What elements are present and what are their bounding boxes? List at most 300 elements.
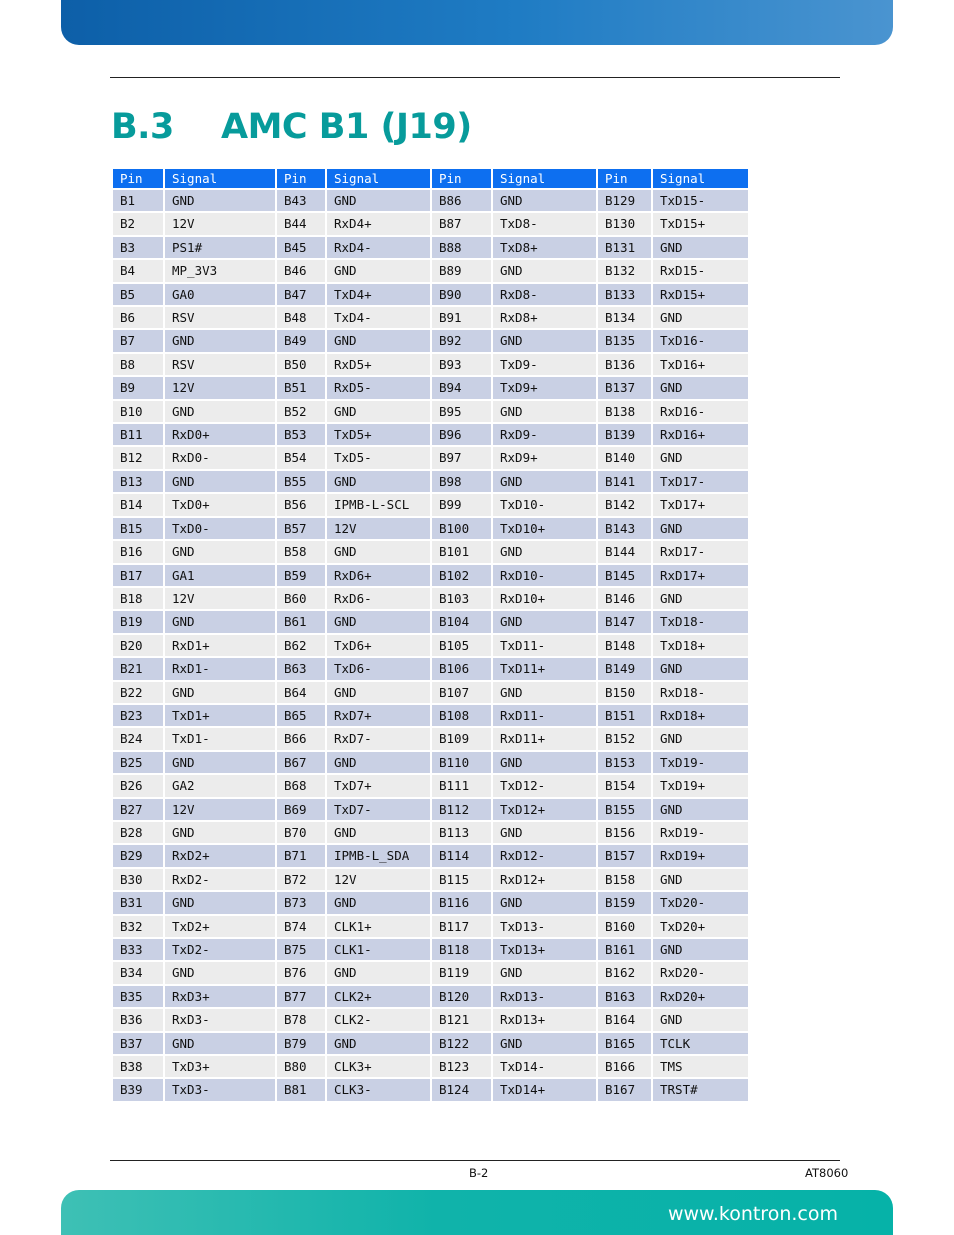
signal-cell: CLK3+ <box>327 1056 432 1079</box>
signal-cell: GND <box>165 471 277 494</box>
pin-cell: B73 <box>277 892 327 915</box>
signal-cell: GND <box>165 190 277 213</box>
signal-cell: RxD2+ <box>165 845 277 868</box>
signal-cell: GND <box>493 541 598 564</box>
pin-cell: B142 <box>598 494 653 517</box>
pin-cell: B88 <box>432 237 493 260</box>
signal-cell: TxD7+ <box>327 775 432 798</box>
table-row <box>113 658 750 681</box>
signal-cell: GND <box>165 962 277 985</box>
pin-cell: B93 <box>432 354 493 377</box>
pin-cell: B56 <box>277 494 327 517</box>
pin-cell: B13 <box>113 471 165 494</box>
pin-cell: B136 <box>598 354 653 377</box>
section-title: AMC B1 (J19) <box>221 107 472 147</box>
signal-cell: TxD12+ <box>493 799 598 822</box>
table-row <box>113 424 750 447</box>
pin-cell: B123 <box>432 1056 493 1079</box>
signal-cell: GND <box>165 541 277 564</box>
signal-cell: TxD6- <box>327 658 432 681</box>
signal-cell: TxD1- <box>165 728 277 751</box>
pin-cell: B137 <box>598 377 653 400</box>
pin-cell: B75 <box>277 939 327 962</box>
pin-cell: B160 <box>598 916 653 939</box>
pin-cell: B100 <box>432 518 493 541</box>
signal-cell: GND <box>653 939 750 962</box>
signal-cell: GND <box>327 260 432 283</box>
signal-cell: TxD12- <box>493 775 598 798</box>
signal-cell: TxD5- <box>327 447 432 470</box>
pin-cell: B101 <box>432 541 493 564</box>
signal-cell: MP_3V3 <box>165 260 277 283</box>
signal-cell: GND <box>327 541 432 564</box>
signal-cell: RxD20+ <box>653 986 750 1009</box>
pin-cell: B31 <box>113 892 165 915</box>
signal-cell: GND <box>327 190 432 213</box>
pin-cell: B111 <box>432 775 493 798</box>
table-row <box>113 728 750 751</box>
table-row <box>113 986 750 1009</box>
signal-cell: GND <box>653 377 750 400</box>
column-header-pin: Pin <box>113 169 165 190</box>
pin-cell: B143 <box>598 518 653 541</box>
signal-cell: RxD18- <box>653 682 750 705</box>
pin-cell: B35 <box>113 986 165 1009</box>
signal-cell: TxD20- <box>653 892 750 915</box>
signal-cell: RxD4+ <box>327 213 432 236</box>
pin-cell: B19 <box>113 611 165 634</box>
signal-cell: TxD1+ <box>165 705 277 728</box>
signal-cell: RxD13+ <box>493 1009 598 1032</box>
pin-cell: B78 <box>277 1009 327 1032</box>
signal-cell: RxD15- <box>653 260 750 283</box>
pin-cell: B15 <box>113 518 165 541</box>
pin-cell: B135 <box>598 330 653 353</box>
pin-cell: B54 <box>277 447 327 470</box>
pin-cell: B72 <box>277 869 327 892</box>
table-row <box>113 401 750 424</box>
signal-cell: RxD19+ <box>653 845 750 868</box>
pin-cell: B144 <box>598 541 653 564</box>
signal-cell: TxD13- <box>493 916 598 939</box>
pin-cell: B95 <box>432 401 493 424</box>
signal-cell: GND <box>165 611 277 634</box>
pin-cell: B30 <box>113 869 165 892</box>
signal-cell: IPMB-L_SDA <box>327 845 432 868</box>
signal-cell: GND <box>653 518 750 541</box>
pin-cell: B110 <box>432 752 493 775</box>
signal-cell: GND <box>327 330 432 353</box>
pin-cell: B134 <box>598 307 653 330</box>
pin-cell: B164 <box>598 1009 653 1032</box>
pin-cell: B46 <box>277 260 327 283</box>
signal-cell: TxD4- <box>327 307 432 330</box>
pin-cell: B109 <box>432 728 493 751</box>
pin-cell: B163 <box>598 986 653 1009</box>
table-row <box>113 705 750 728</box>
pin-cell: B119 <box>432 962 493 985</box>
signal-cell: RxD7+ <box>327 705 432 728</box>
pin-cell: B167 <box>598 1079 653 1102</box>
signal-cell: RxD17+ <box>653 565 750 588</box>
pin-cell: B37 <box>113 1033 165 1056</box>
pin-cell: B50 <box>277 354 327 377</box>
column-header-pin: Pin <box>277 169 327 190</box>
pin-cell: B112 <box>432 799 493 822</box>
pin-cell: B139 <box>598 424 653 447</box>
column-header-signal: Signal <box>493 169 598 190</box>
pin-cell: B69 <box>277 799 327 822</box>
pin-cell: B154 <box>598 775 653 798</box>
pin-cell: B5 <box>113 284 165 307</box>
pin-cell: B80 <box>277 1056 327 1079</box>
signal-cell: GND <box>493 260 598 283</box>
signal-cell: TxD8- <box>493 213 598 236</box>
signal-cell: RxD16+ <box>653 424 750 447</box>
table-row <box>113 260 750 283</box>
pin-cell: B120 <box>432 986 493 1009</box>
signal-cell: RxD10- <box>493 565 598 588</box>
pin-cell: B141 <box>598 471 653 494</box>
pin-cell: B153 <box>598 752 653 775</box>
signal-cell: RxD17- <box>653 541 750 564</box>
pin-cell: B104 <box>432 611 493 634</box>
pin-cell: B36 <box>113 1009 165 1032</box>
pin-cell: B133 <box>598 284 653 307</box>
signal-cell: TxD11- <box>493 635 598 658</box>
signal-cell: TxD10- <box>493 494 598 517</box>
signal-cell: GND <box>327 962 432 985</box>
signal-cell: TxD9+ <box>493 377 598 400</box>
table-row <box>113 377 750 400</box>
signal-cell: GND <box>653 799 750 822</box>
signal-cell: RxD9+ <box>493 447 598 470</box>
signal-cell: GND <box>653 307 750 330</box>
pin-cell: B159 <box>598 892 653 915</box>
signal-cell: GND <box>165 752 277 775</box>
pin-cell: B102 <box>432 565 493 588</box>
pin-cell: B121 <box>432 1009 493 1032</box>
table-row <box>113 541 750 564</box>
signal-cell: CLK1- <box>327 939 432 962</box>
document-id: AT8060 <box>805 1166 849 1180</box>
pin-cell: B12 <box>113 447 165 470</box>
signal-cell: GA0 <box>165 284 277 307</box>
signal-cell: GND <box>327 611 432 634</box>
signal-cell: TxD15- <box>653 190 750 213</box>
pin-cell: B90 <box>432 284 493 307</box>
pin-cell: B124 <box>432 1079 493 1102</box>
pin-cell: B20 <box>113 635 165 658</box>
pin-cell: B87 <box>432 213 493 236</box>
footer-rule <box>110 1160 840 1161</box>
table-row <box>113 284 750 307</box>
table-row <box>113 1033 750 1056</box>
signal-cell: TxD17+ <box>653 494 750 517</box>
table-row <box>113 307 750 330</box>
pin-cell: B28 <box>113 822 165 845</box>
table-body <box>113 190 750 1103</box>
pin-cell: B94 <box>432 377 493 400</box>
pin-cell: B74 <box>277 916 327 939</box>
signal-cell: GA1 <box>165 565 277 588</box>
pin-cell: B17 <box>113 565 165 588</box>
pin-cell: B26 <box>113 775 165 798</box>
pin-cell: B107 <box>432 682 493 705</box>
table-row <box>113 916 750 939</box>
pin-cell: B97 <box>432 447 493 470</box>
pin-cell: B98 <box>432 471 493 494</box>
signal-cell: GND <box>493 892 598 915</box>
pin-cell: B21 <box>113 658 165 681</box>
signal-cell: TxD15+ <box>653 213 750 236</box>
table-row <box>113 799 750 822</box>
pin-cell: B51 <box>277 377 327 400</box>
signal-cell: TxD8+ <box>493 237 598 260</box>
signal-cell: RxD5+ <box>327 354 432 377</box>
signal-cell: TxD13+ <box>493 939 598 962</box>
table-row <box>113 611 750 634</box>
pin-cell: B71 <box>277 845 327 868</box>
signal-cell: CLK1+ <box>327 916 432 939</box>
pin-cell: B1 <box>113 190 165 213</box>
pin-cell: B67 <box>277 752 327 775</box>
table-row <box>113 447 750 470</box>
signal-cell: RxD7- <box>327 728 432 751</box>
pin-cell: B39 <box>113 1079 165 1102</box>
signal-cell: 12V <box>165 799 277 822</box>
signal-cell: TxD4+ <box>327 284 432 307</box>
signal-cell: 12V <box>165 213 277 236</box>
pin-cell: B106 <box>432 658 493 681</box>
table-row <box>113 471 750 494</box>
pin-cell: B165 <box>598 1033 653 1056</box>
pin-cell: B89 <box>432 260 493 283</box>
signal-cell: RxD16- <box>653 401 750 424</box>
pin-cell: B70 <box>277 822 327 845</box>
signal-cell: TxD3- <box>165 1079 277 1102</box>
signal-cell: GND <box>493 962 598 985</box>
signal-cell: GND <box>327 892 432 915</box>
signal-cell: RSV <box>165 354 277 377</box>
signal-cell: GND <box>653 237 750 260</box>
signal-cell: RxD20- <box>653 962 750 985</box>
signal-cell: GND <box>327 752 432 775</box>
signal-cell: GND <box>327 682 432 705</box>
pin-cell: B38 <box>113 1056 165 1079</box>
pin-cell: B105 <box>432 635 493 658</box>
pin-cell: B91 <box>432 307 493 330</box>
signal-cell: TxD18+ <box>653 635 750 658</box>
signal-cell: GND <box>165 822 277 845</box>
pin-cell: B113 <box>432 822 493 845</box>
signal-cell: RxD6- <box>327 588 432 611</box>
signal-cell: TxD0- <box>165 518 277 541</box>
table-row <box>113 518 750 541</box>
signal-cell: 12V <box>327 869 432 892</box>
pin-cell: B77 <box>277 986 327 1009</box>
signal-cell: RxD19- <box>653 822 750 845</box>
pin-cell: B150 <box>598 682 653 705</box>
table-row <box>113 635 750 658</box>
signal-cell: TxD5+ <box>327 424 432 447</box>
signal-cell: TxD14- <box>493 1056 598 1079</box>
table-row <box>113 190 750 213</box>
signal-cell: RSV <box>165 307 277 330</box>
signal-cell: GND <box>493 682 598 705</box>
signal-cell: RxD2- <box>165 869 277 892</box>
signal-cell: RxD1+ <box>165 635 277 658</box>
pin-cell: B52 <box>277 401 327 424</box>
pin-assignment-table <box>113 169 750 1103</box>
pin-cell: B92 <box>432 330 493 353</box>
pin-cell: B132 <box>598 260 653 283</box>
signal-cell: TxD18- <box>653 611 750 634</box>
pin-cell: B61 <box>277 611 327 634</box>
header-band <box>61 0 893 45</box>
pin-cell: B8 <box>113 354 165 377</box>
pin-cell: B3 <box>113 237 165 260</box>
pin-cell: B47 <box>277 284 327 307</box>
signal-cell: IPMB-L-SCL <box>327 494 432 517</box>
table-row <box>113 1056 750 1079</box>
pin-cell: B161 <box>598 939 653 962</box>
pin-cell: B53 <box>277 424 327 447</box>
pin-cell: B115 <box>432 869 493 892</box>
pin-cell: B148 <box>598 635 653 658</box>
table-row <box>113 588 750 611</box>
pin-cell: B146 <box>598 588 653 611</box>
pin-cell: B9 <box>113 377 165 400</box>
signal-cell: GND <box>493 1033 598 1056</box>
signal-cell: TxD16+ <box>653 354 750 377</box>
pin-cell: B14 <box>113 494 165 517</box>
signal-cell: GND <box>165 1033 277 1056</box>
pin-cell: B145 <box>598 565 653 588</box>
signal-cell: RxD1- <box>165 658 277 681</box>
signal-cell: GND <box>327 471 432 494</box>
pin-cell: B58 <box>277 541 327 564</box>
signal-cell: RxD9- <box>493 424 598 447</box>
pin-cell: B48 <box>277 307 327 330</box>
pin-cell: B57 <box>277 518 327 541</box>
pin-cell: B10 <box>113 401 165 424</box>
pin-cell: B43 <box>277 190 327 213</box>
signal-cell: GND <box>653 447 750 470</box>
signal-cell: TxD17- <box>653 471 750 494</box>
pin-cell: B55 <box>277 471 327 494</box>
pin-cell: B24 <box>113 728 165 751</box>
pin-cell: B79 <box>277 1033 327 1056</box>
table-row <box>113 939 750 962</box>
table-row <box>113 1079 750 1102</box>
signal-cell: GND <box>653 728 750 751</box>
pin-cell: B116 <box>432 892 493 915</box>
table-row <box>113 494 750 517</box>
signal-cell: TxD11+ <box>493 658 598 681</box>
signal-cell: RxD11+ <box>493 728 598 751</box>
signal-cell: GND <box>493 822 598 845</box>
signal-cell: GND <box>493 401 598 424</box>
pin-cell: B32 <box>113 916 165 939</box>
signal-cell: GND <box>165 682 277 705</box>
signal-cell: RxD0- <box>165 447 277 470</box>
signal-cell: GND <box>493 611 598 634</box>
pin-cell: B81 <box>277 1079 327 1102</box>
pin-cell: B117 <box>432 916 493 939</box>
table-row <box>113 330 750 353</box>
signal-cell: RxD4- <box>327 237 432 260</box>
pin-cell: B62 <box>277 635 327 658</box>
signal-cell: TxD6+ <box>327 635 432 658</box>
table-row <box>113 237 750 260</box>
signal-cell: TxD19+ <box>653 775 750 798</box>
pin-cell: B44 <box>277 213 327 236</box>
column-header-pin: Pin <box>598 169 653 190</box>
pin-cell: B129 <box>598 190 653 213</box>
pin-cell: B130 <box>598 213 653 236</box>
pin-cell: B157 <box>598 845 653 868</box>
signal-cell: CLK2+ <box>327 986 432 1009</box>
pin-cell: B166 <box>598 1056 653 1079</box>
pin-cell: B114 <box>432 845 493 868</box>
pin-cell: B151 <box>598 705 653 728</box>
pin-cell: B59 <box>277 565 327 588</box>
table-row <box>113 845 750 868</box>
signal-cell: RxD15+ <box>653 284 750 307</box>
signal-cell: GND <box>493 330 598 353</box>
pin-cell: B63 <box>277 658 327 681</box>
signal-cell: TxD7- <box>327 799 432 822</box>
signal-cell: RxD0+ <box>165 424 277 447</box>
signal-cell: GND <box>165 401 277 424</box>
signal-cell: 12V <box>165 588 277 611</box>
signal-cell: TMS <box>653 1056 750 1079</box>
section-heading <box>111 102 472 152</box>
signal-cell: GA2 <box>165 775 277 798</box>
signal-cell: RxD18+ <box>653 705 750 728</box>
pin-cell: B155 <box>598 799 653 822</box>
signal-cell: RxD8- <box>493 284 598 307</box>
page-number: B-2 <box>469 1166 489 1180</box>
signal-cell: RxD13- <box>493 986 598 1009</box>
signal-cell: TCLK <box>653 1033 750 1056</box>
signal-cell: RxD6+ <box>327 565 432 588</box>
pin-cell: B34 <box>113 962 165 985</box>
signal-cell: TxD0+ <box>165 494 277 517</box>
column-header-signal: Signal <box>165 169 277 190</box>
signal-cell: GND <box>327 401 432 424</box>
signal-cell: TxD20+ <box>653 916 750 939</box>
pin-cell: B68 <box>277 775 327 798</box>
signal-cell: TxD9- <box>493 354 598 377</box>
signal-cell: GND <box>653 588 750 611</box>
table-row <box>113 213 750 236</box>
signal-cell: GND <box>165 892 277 915</box>
pin-cell: B66 <box>277 728 327 751</box>
section-number: B.3 <box>111 107 174 147</box>
pin-cell: B16 <box>113 541 165 564</box>
column-header-pin: Pin <box>432 169 493 190</box>
signal-cell: GND <box>327 1033 432 1056</box>
pin-cell: B27 <box>113 799 165 822</box>
website-link[interactable]: www.kontron.com <box>667 1203 838 1225</box>
signal-cell: CLK3- <box>327 1079 432 1102</box>
pin-cell: B2 <box>113 213 165 236</box>
signal-cell: PS1# <box>165 237 277 260</box>
pin-cell: B156 <box>598 822 653 845</box>
pin-cell: B60 <box>277 588 327 611</box>
